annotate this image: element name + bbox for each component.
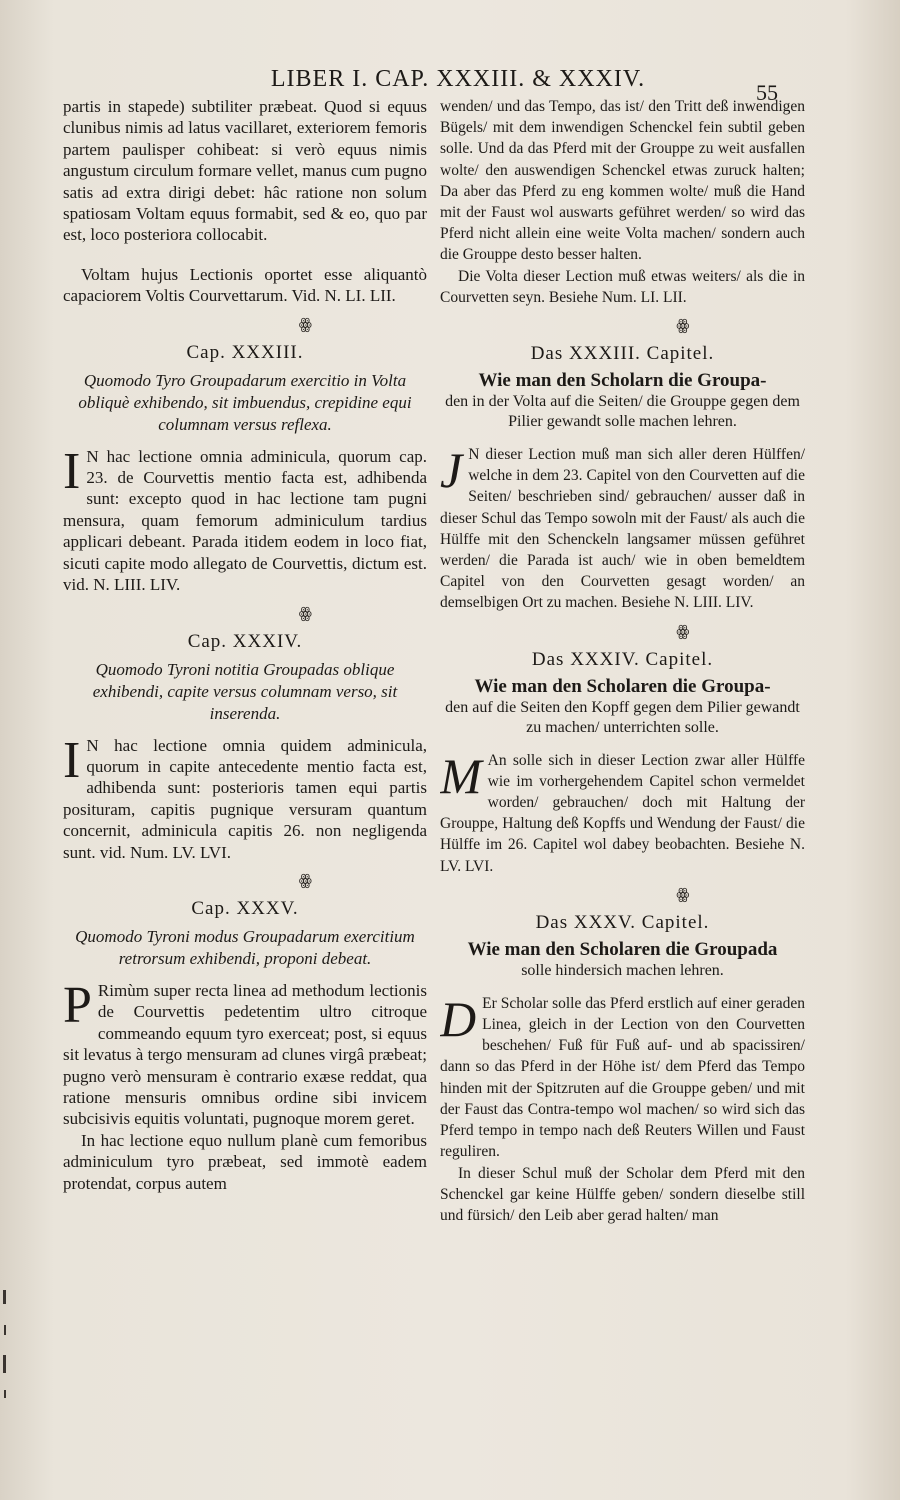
german-chapter-35-heading: Das XXXV. Capitel. xyxy=(535,911,710,933)
german-chapter-34-title-first-line: Wie man den Scholaren die Groupa- xyxy=(474,675,771,697)
german-chapter-33-text: N dieser Lection muß man sich aller deren Hülffen/ welche in dem 23. Capitel von den Courvetten auf die Seiten/ beschrieben sind/ gebrauchen/ ausser daß in dieser Schul das Tempo sowoln mit der Faust/ als auch die Hülffe mit den Schenckeln langsamer müssen geführet werden/ die Parada ist auch/ wie in oben bemeldtem Capitel von den Courvetten gesagt worden/ an demselbigen Ort zu machen. Besiehe N. LIII. LIV. xyxy=(440,446,805,612)
latin-chapter-34-title: Quomodo Tyroni notitia Groupadas oblique exhibendi, capite versus columnam verso, sit inserenda. xyxy=(92,659,398,723)
drop-cap: M xyxy=(440,747,482,804)
german-chapter-34-heading: Das XXXIV. Capitel. xyxy=(531,648,714,670)
drop-cap: D xyxy=(440,990,477,1047)
drop-cap: I xyxy=(63,731,81,789)
german-chapter-35-title-rest: solle hindersich machen lehren. xyxy=(521,961,724,979)
latin-chapter-33-heading: Cap. XXXIII. xyxy=(186,341,304,363)
latin-column xyxy=(63,96,427,1396)
german-chapter-33-title-first-line: Wie man den Scholarn die Groupa- xyxy=(478,370,767,392)
ornament-divider: ꙮ꙰ꙮ꙰ꙮ꙰ꙮ꙰ꙮ꙰ꙮ xyxy=(177,872,313,889)
german-chapter-33-heading: Das XXXIII. Capitel. xyxy=(530,343,715,365)
latin-chapter-35-heading: Cap. XXXV. xyxy=(191,897,299,919)
german-chapter-35-title xyxy=(444,940,801,981)
german-volta-paragraph: Die Volta dieser Lection muß etwas weiters/ als die in Courvetten seyn. Besiehe Num. LI. LII. xyxy=(440,267,805,306)
german-chapter-34-title xyxy=(444,677,801,738)
ornament-divider: ꙮ꙰ꙮ꙰ꙮ꙰ꙮ꙰ꙮ꙰ꙮ xyxy=(177,605,313,622)
drop-cap: J xyxy=(440,442,463,499)
latin-chapter-34-text: N hac lectione omnia quidem adminicula, quorum in capite antecedente mentio facta est, adhibenda sunt: posterioris tamen equi partis posituram, capitis pugnique versuram quantum concernit, adminicula capitis 26. non negligenda sunt. vid. Num. LV. LVI. xyxy=(63,735,427,862)
page-edge-marks xyxy=(0,1280,12,1500)
ornament-divider: ꙮ꙰ꙮ꙰ꙮ꙰ꙮ꙰ꙮ꙰ꙮ xyxy=(554,623,691,640)
page-number: 55 xyxy=(756,80,778,105)
latin-chapter-34-body xyxy=(63,731,427,863)
latin-chapter-35-body xyxy=(63,976,427,1130)
ornament-divider: ꙮ꙰ꙮ꙰ꙮ꙰ꙮ꙰ꙮ꙰ꙮ xyxy=(554,318,691,335)
german-chapter-34-text: An solle sich in dieser Lection zwar aller Hülffe wie im vorhergehendem Capitel schon vermeldet worden/ gebrauchen/ doch mit Haltung der Grouppe, Haltung deß Kopffs und Wendung der Faust/ die Hülffe im 26. Capitel wol dabey beobachten. Besiehe N. LV. LVI. xyxy=(440,751,805,875)
running-header: LIBER I. CAP. XXXIII. & XXXIV. xyxy=(270,66,646,92)
latin-intro-paragraph: partis in stapede) subtiliter præbeat. Quod si equus clunibus nimis ad latus vacillaret, exteriorem femoris partem paulisper cohibeat: si verò equus nimis angustum circulum formare vellet, manus cum pugno satis ad extra dirigi debet: hâc ratione non solum spatiosam Voltam equus formabit, sed & eo, quo par est, loco posteriora collocabit. xyxy=(63,97,427,245)
latin-chapter-35-title: Quomodo Tyroni modus Groupadarum exercitium retrorsum exhibendi, proponi debeat. xyxy=(75,926,415,968)
latin-chapter-33-text: N hac lectione omnia adminicula, quorum cap. 23. de Courvettis mentio facta est, adhibenda sunt: excepto quod in hac lectione tam pugni mensura, quam femorum adminiculum tardius applicari debeant. Parada itidem eodem in loco fiat, sicuti capite modo allegato de Courvettis, dictum est. vid. N. LIII. LIV. xyxy=(63,446,427,595)
german-chapter-33-body xyxy=(440,444,805,614)
ornament-divider: ꙮ꙰ꙮ꙰ꙮ꙰ꙮ꙰ꙮ꙰ꙮ xyxy=(554,886,691,903)
german-chapter-33-title-rest: den in der Volta auf die Seiten/ die Grouppe gegen dem Pilier gewandt solle machen lehren. xyxy=(445,393,800,431)
german-chapter-35-body xyxy=(440,990,805,1163)
drop-cap: P xyxy=(63,976,92,1034)
drop-cap: I xyxy=(63,442,81,500)
german-chapter-34-title-rest: den auf die Seiten den Kopff gegen dem Pilier gewandt zu machen/ unterrichten solle. xyxy=(445,698,800,736)
german-column xyxy=(440,96,805,1406)
latin-chapter-33-title: Quomodo Tyro Groupadarum exercitio in Volta obliquè exhibendo, sit imbuendus, crepidine equi columnam versus reflexa. xyxy=(78,370,412,434)
ornament-divider: ꙮ꙰ꙮ꙰ꙮ꙰ꙮ꙰ꙮ꙰ꙮ xyxy=(177,316,313,333)
latin-chapter-34-heading: Cap. XXXIV. xyxy=(187,630,303,652)
german-chapter-35-text: Er Scholar solle das Pferd erstlich auf einer geraden Linea, gleich in der Lection von den Courvetten beschehen/ Fuß für Fuß auf- und ab spacissiren/ dann so das Pferd in der Höhe ist/ dem Pferd das Tempo hinden mit der Spitzruten auf die Grouppe geben/ und mit der Faust das Contra-tempo wol machen/ so wird sich das Pferd tempo in tempo nach deß Reuters Willen und Faust reguliren. xyxy=(440,994,805,1161)
german-chapter-34-body xyxy=(440,747,805,877)
latin-chapter-33-body xyxy=(63,442,427,596)
latin-chapter-35-text-continued: In hac lectione equo nullum planè cum femoribus adminiculum tyro præbeat, sed immotè eadem protendat, corpus autem xyxy=(63,1130,427,1193)
german-chapter-33-title xyxy=(444,371,801,432)
latin-chapter-35-text: Rimùm super recta linea ad methodum lectionis de Courvettis pedetentim ultro citroque commeando equum tyro exerceat; post, si equus sit levatus à tergo mensuram ad clunes virgâ præbeat; pugno verò mensuram è contrario exæse reddat, qua ratione mensuris omnibus ordine sibi invicem subcisivis equitis voluntati, pugnoque morem geret. xyxy=(63,980,427,1129)
latin-volta-paragraph: Voltam hujus Lectionis oportet esse aliquantò capaciorem Voltis Courvettarum. Vid. N. LI. LII. xyxy=(63,264,427,306)
german-intro-paragraph: wenden/ und das Tempo, das ist/ den Tritt deß inwendigen Bügels/ mit dem inwendigen Schenckel fein subtil geben solle. Und da das Pferd mit der Grouppe zu weit ausfallen wolte/ den auswendigen Schenckel etwas zuruck halten; Da aber das Pferd zu eng kommen wolte/ muß die Hand mit der Faust wol auswarts geführet werden/ so wird das Pferd nicht allein eine weite Volta machen/ sondern auch die Grouppe desto besser halten. xyxy=(440,98,805,264)
german-chapter-35-text-continued: In dieser Schul muß der Scholar dem Pferd mit den Schenckel gar keine Hülffe geben/ sondern dieselbe still und fürsich/ den Leib aber gerad halten/ man xyxy=(440,1164,805,1224)
german-chapter-35-title-first-line: Wie man den Scholaren die Groupada xyxy=(467,938,778,960)
